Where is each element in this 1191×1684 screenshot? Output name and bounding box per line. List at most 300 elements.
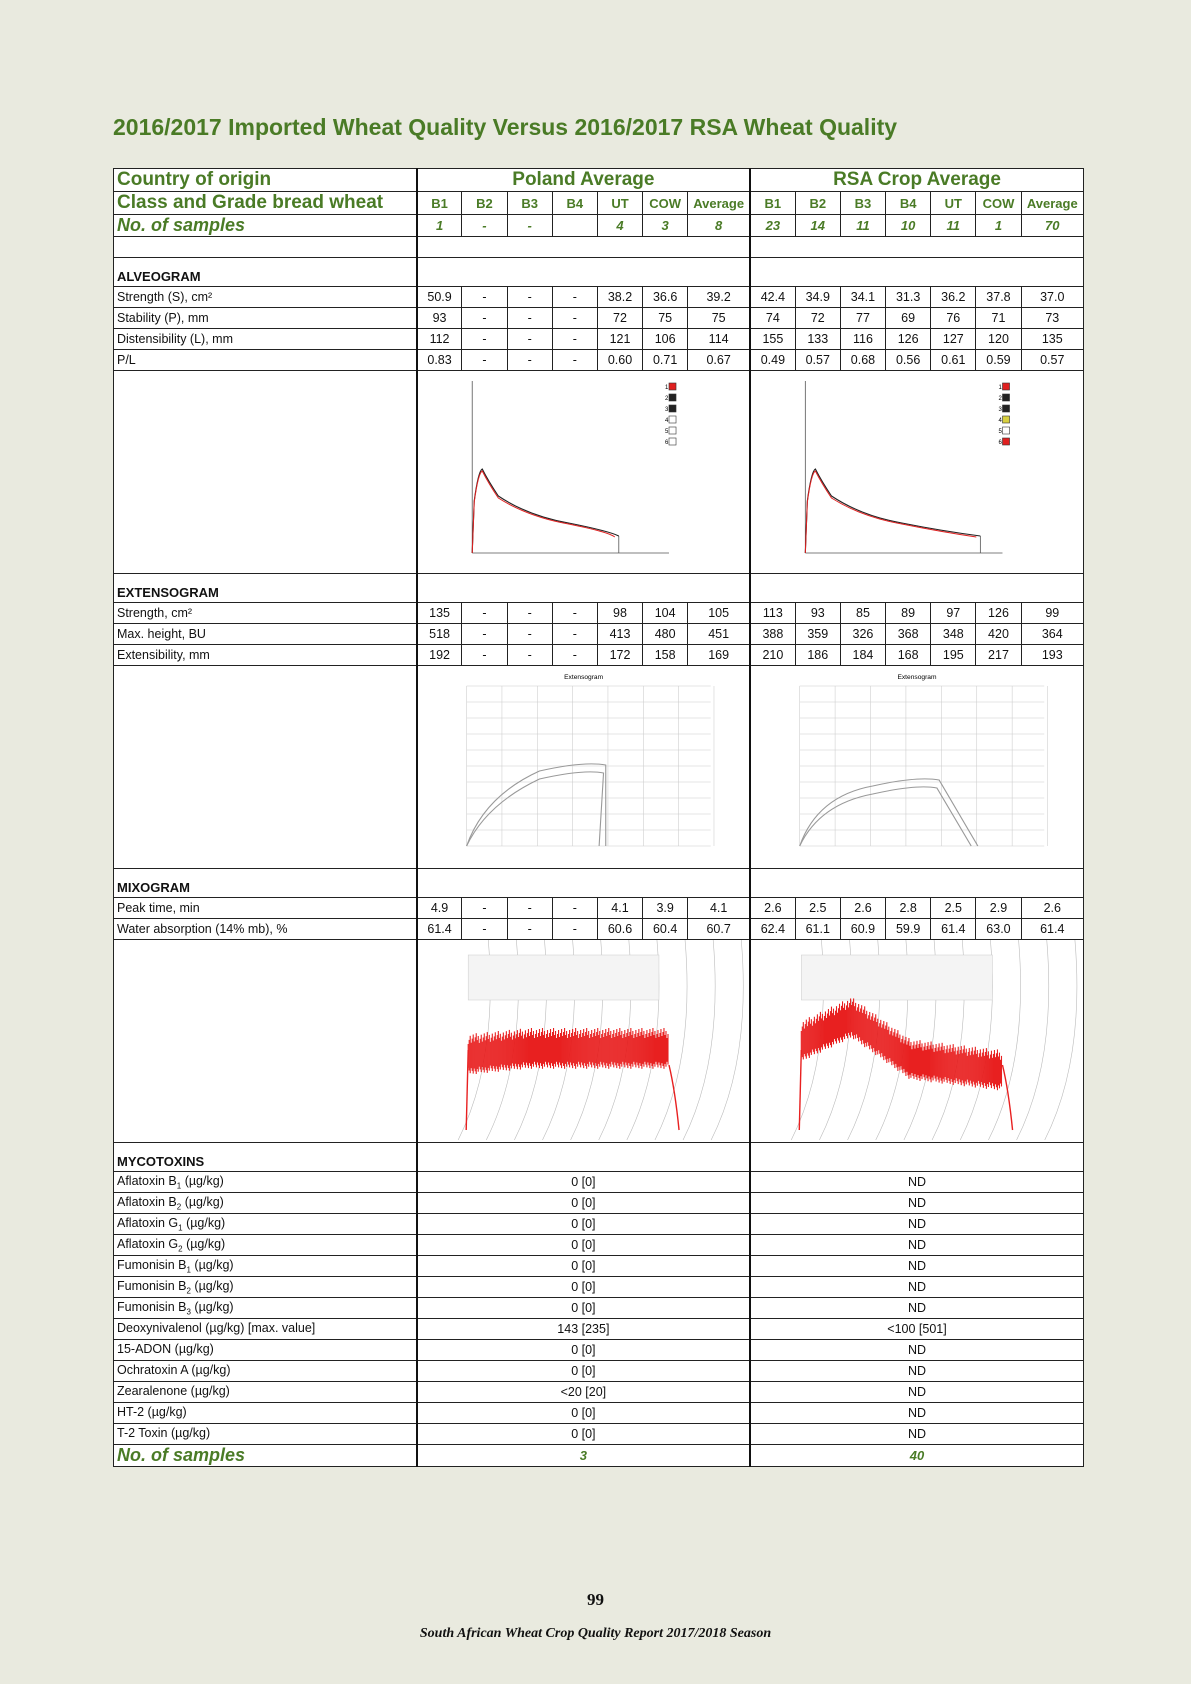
value-cell: 69 (886, 308, 931, 329)
value-cell: 451 (688, 624, 750, 645)
value-cell: 36.2 (931, 287, 976, 308)
value-cell: 105 (688, 603, 750, 624)
value-cell: 0.67 (688, 350, 750, 371)
value-cell: - (507, 308, 552, 329)
value-cell: 36.6 (643, 287, 688, 308)
poland-toxin-value: <20 [20] (417, 1382, 750, 1403)
sample-count: 4 (597, 215, 642, 237)
row-label: Max. height, BU (114, 624, 417, 645)
value-cell: - (462, 287, 507, 308)
table-row (114, 645, 1084, 666)
table-row (114, 1403, 1084, 1424)
column-header: B1 (750, 192, 795, 215)
toxin-label (114, 1298, 417, 1319)
poland-toxin-value: 0 [0] (417, 1340, 750, 1361)
toxin-label (114, 1319, 417, 1340)
value-cell: 62.4 (750, 919, 795, 940)
value-cell: 31.3 (886, 287, 931, 308)
value-cell: 184 (840, 645, 885, 666)
table-row (114, 308, 1084, 329)
value-cell: 75 (688, 308, 750, 329)
table-row (114, 624, 1084, 645)
value-cell: 61.1 (795, 919, 840, 940)
mixogram-chart (751, 940, 1083, 1142)
table-row (114, 169, 1084, 192)
value-cell: - (462, 645, 507, 666)
value-cell: 113 (750, 603, 795, 624)
table-row (114, 1193, 1084, 1214)
table-row (114, 574, 1084, 603)
rsa-toxin-value: ND (750, 1214, 1083, 1235)
value-cell: 158 (643, 645, 688, 666)
value-cell: 0.61 (931, 350, 976, 371)
row-label: P/L (114, 350, 417, 371)
rsa-toxin-value: ND (750, 1340, 1083, 1361)
table-row (114, 192, 1084, 215)
value-cell: 368 (886, 624, 931, 645)
value-cell: 0.56 (886, 350, 931, 371)
poland-toxin-value: 0 [0] (417, 1298, 750, 1319)
toxin-label (114, 1172, 417, 1193)
svg-text:6: 6 (998, 440, 1002, 446)
value-cell: 193 (1021, 645, 1083, 666)
value-cell: 186 (795, 645, 840, 666)
poland-toxin-value: 0 [0] (417, 1193, 750, 1214)
sample-count: 1 (976, 215, 1021, 237)
rsa-sample-count: 40 (750, 1445, 1083, 1467)
value-cell: 112 (417, 329, 462, 350)
value-cell: - (507, 645, 552, 666)
value-cell: 195 (931, 645, 976, 666)
toxin-unit: (µg/kg) (190, 1299, 234, 1314)
page-title: 2016/2017 Imported Wheat Quality Versus 2016/2017 RSA Wheat Quality (113, 114, 898, 140)
mixogram-title: MIXOGRAM (114, 869, 417, 898)
value-cell: 60.9 (840, 919, 885, 940)
svg-text:3: 3 (998, 407, 1002, 413)
table-row (114, 350, 1084, 371)
toxin-label (114, 1424, 417, 1445)
value-cell: - (507, 898, 552, 919)
column-header: B3 (840, 192, 885, 215)
value-cell: 0.71 (643, 350, 688, 371)
table-row (114, 1214, 1084, 1235)
value-cell: 0.60 (597, 350, 642, 371)
toxin-subscript: 3 (186, 1307, 191, 1317)
toxin-subscript: 2 (176, 1202, 182, 1212)
value-cell: 34.9 (795, 287, 840, 308)
column-header: B4 (886, 192, 931, 215)
sample-count: 1 (417, 215, 462, 237)
value-cell: 4.1 (688, 898, 750, 919)
svg-text:4: 4 (998, 418, 1002, 424)
rsa-toxin-value: ND (750, 1361, 1083, 1382)
value-cell: 127 (931, 329, 976, 350)
svg-text:1: 1 (998, 385, 1002, 391)
value-cell: 0.83 (417, 350, 462, 371)
value-cell: 217 (976, 645, 1021, 666)
value-cell: 4.1 (597, 898, 642, 919)
rsa-toxin-value: ND (750, 1277, 1083, 1298)
value-cell: - (552, 919, 597, 940)
rsa-toxin-value: ND (750, 1172, 1083, 1193)
rsa-mixogram (750, 940, 1083, 1143)
value-cell: 121 (597, 329, 642, 350)
value-cell: 77 (840, 308, 885, 329)
rsa-toxin-value: ND (750, 1235, 1083, 1256)
table-row (114, 1277, 1084, 1298)
table-row (114, 1172, 1084, 1193)
rsa-toxin-value: ND (750, 1424, 1083, 1445)
value-cell: 61.4 (931, 919, 976, 940)
row-label: Distensibility (L), mm (114, 329, 417, 350)
svg-text:6: 6 (664, 440, 669, 446)
toxin-label (114, 1403, 417, 1424)
column-header: UT (931, 192, 976, 215)
svg-text:Extensogram: Extensogram (897, 674, 937, 681)
value-cell: 85 (840, 603, 885, 624)
value-cell: 60.6 (597, 919, 642, 940)
toxin-label (114, 1382, 417, 1403)
value-cell: 210 (750, 645, 795, 666)
value-cell: 106 (643, 329, 688, 350)
value-cell: 93 (795, 603, 840, 624)
table-row (114, 603, 1084, 624)
row-label: Extensibility, mm (114, 645, 417, 666)
value-cell: 71 (976, 308, 1021, 329)
sample-count: 3 (643, 215, 688, 237)
value-cell: 99 (1021, 603, 1083, 624)
sample-count: - (462, 215, 507, 237)
value-cell: 74 (750, 308, 795, 329)
toxin-unit: (µg/kg) (181, 1173, 224, 1188)
toxin-label (114, 1340, 417, 1361)
column-header: B4 (552, 192, 597, 215)
sample-count: 11 (931, 215, 976, 237)
rsa-toxin-value: ND (750, 1193, 1083, 1214)
value-cell: 326 (840, 624, 885, 645)
value-cell: 518 (417, 624, 462, 645)
table-row (114, 329, 1084, 350)
value-cell: 348 (931, 624, 976, 645)
value-cell: - (507, 287, 552, 308)
table-row (114, 1256, 1084, 1277)
value-cell: - (552, 329, 597, 350)
value-cell: 97 (931, 603, 976, 624)
value-cell: 2.6 (750, 898, 795, 919)
value-cell: 2.6 (840, 898, 885, 919)
poland-extensogram (417, 666, 750, 869)
row-label: Strength (S), cm² (114, 287, 417, 308)
toxin-name: Zearalenone (µg/kg) (117, 1383, 230, 1398)
column-header: COW (976, 192, 1021, 215)
toxin-name: T-2 Toxin (µg/kg) (117, 1425, 211, 1440)
sample-count: 10 (886, 215, 931, 237)
toxin-subscript: 1 (178, 1223, 183, 1233)
table-row (114, 1445, 1084, 1467)
rsa-alveogram (750, 371, 1083, 574)
table-row (114, 1235, 1084, 1256)
value-cell: - (552, 624, 597, 645)
poland-header: Poland Average (417, 169, 750, 192)
value-cell: 38.2 (597, 287, 642, 308)
toxin-name: Fumonisin B (117, 1278, 187, 1293)
table-row (114, 1382, 1084, 1403)
table-row (114, 1424, 1084, 1445)
svg-text:2: 2 (998, 396, 1002, 402)
column-header: UT (597, 192, 642, 215)
value-cell: - (552, 308, 597, 329)
svg-text:5: 5 (998, 429, 1002, 435)
alveogram-title: ALVEOGRAM (114, 258, 417, 287)
value-cell: 59.9 (886, 919, 931, 940)
value-cell: 37.0 (1021, 287, 1083, 308)
toxin-label (114, 1277, 417, 1298)
value-cell: - (552, 350, 597, 371)
toxin-name: Aflatoxin G (117, 1215, 179, 1230)
value-cell: - (552, 603, 597, 624)
value-cell: - (507, 919, 552, 940)
value-cell: 93 (417, 308, 462, 329)
toxin-name: Fumonisin B (117, 1257, 187, 1272)
report-title: South African Wheat Crop Quality Report 2017/2018 Season (419, 1626, 772, 1641)
table-row (114, 287, 1084, 308)
poland-toxin-value: 0 [0] (417, 1403, 750, 1424)
value-cell: - (462, 329, 507, 350)
value-cell: 126 (886, 329, 931, 350)
value-cell: 3.9 (643, 898, 688, 919)
toxin-unit: (µg/kg) (182, 1236, 226, 1251)
table-row (114, 1298, 1084, 1319)
value-cell: 0.57 (795, 350, 840, 371)
poland-toxin-value: 0 [0] (417, 1172, 750, 1193)
value-cell: - (507, 603, 552, 624)
value-cell: 2.9 (976, 898, 1021, 919)
value-cell: 192 (417, 645, 462, 666)
value-cell: 135 (1021, 329, 1083, 350)
svg-text:1: 1 (664, 385, 669, 391)
svg-text:2: 2 (664, 396, 669, 402)
value-cell: 114 (688, 329, 750, 350)
alveogram-chart (418, 371, 749, 573)
value-cell: - (507, 350, 552, 371)
value-cell: 126 (976, 603, 1021, 624)
value-cell: 63.0 (976, 919, 1021, 940)
value-cell: 388 (750, 624, 795, 645)
country-label: Country of origin (114, 169, 417, 192)
value-cell: - (462, 308, 507, 329)
rsa-toxin-value: <100 [501] (750, 1319, 1083, 1340)
sample-count: 11 (840, 215, 885, 237)
value-cell: 61.4 (417, 919, 462, 940)
toxin-label (114, 1193, 417, 1214)
svg-text:4: 4 (664, 418, 669, 424)
value-cell: 76 (931, 308, 976, 329)
value-cell: 133 (795, 329, 840, 350)
toxin-label (114, 1214, 417, 1235)
value-cell: - (462, 624, 507, 645)
value-cell: 420 (976, 624, 1021, 645)
poland-toxin-value: 143 [235] (417, 1319, 750, 1340)
value-cell: 2.5 (931, 898, 976, 919)
toxin-name: Aflatoxin B (117, 1194, 177, 1209)
poland-toxin-value: 0 [0] (417, 1235, 750, 1256)
svg-text:Extensogram: Extensogram (563, 674, 603, 681)
value-cell: 2.6 (1021, 898, 1083, 919)
table-row (114, 215, 1084, 237)
value-cell: 359 (795, 624, 840, 645)
toxin-unit: (µg/kg) (182, 1215, 226, 1230)
table-row (114, 869, 1084, 898)
value-cell: 4.9 (417, 898, 462, 919)
poland-toxin-value: 0 [0] (417, 1424, 750, 1445)
value-cell: - (552, 898, 597, 919)
table-row (114, 1143, 1084, 1172)
column-header: COW (643, 192, 688, 215)
poland-toxin-value: 0 [0] (417, 1361, 750, 1382)
table-row (114, 1340, 1084, 1361)
toxin-label (114, 1361, 417, 1382)
sample-count: 70 (1021, 215, 1083, 237)
toxin-subscript: 2 (178, 1244, 183, 1254)
poland-mixogram (417, 940, 750, 1143)
value-cell: 75 (643, 308, 688, 329)
row-label: Strength, cm² (114, 603, 417, 624)
alveogram-chart (751, 371, 1083, 573)
value-cell: 73 (1021, 308, 1083, 329)
row-label: Water absorption (14% mb), % (114, 919, 417, 940)
sample-count: 14 (795, 215, 840, 237)
table-row (114, 940, 1084, 1143)
table-row (114, 1319, 1084, 1340)
value-cell: 0.57 (1021, 350, 1083, 371)
sample-count: - (507, 215, 552, 237)
poland-alveogram (417, 371, 750, 574)
poland-sample-count: 3 (417, 1445, 750, 1467)
row-label: Stability (P), mm (114, 308, 417, 329)
value-cell: 0.49 (750, 350, 795, 371)
column-header: B2 (462, 192, 507, 215)
rsa-extensogram (750, 666, 1083, 869)
table-row (114, 919, 1084, 940)
value-cell: 72 (597, 308, 642, 329)
value-cell: 60.4 (643, 919, 688, 940)
sample-count: 8 (688, 215, 750, 237)
value-cell: 89 (886, 603, 931, 624)
toxin-label (114, 1235, 417, 1256)
table-row (114, 666, 1084, 869)
toxin-label (114, 1256, 417, 1277)
mycotoxins-title: MYCOTOXINS (114, 1143, 417, 1172)
extensogram-chart (751, 666, 1083, 868)
table-row (114, 898, 1084, 919)
toxin-subscript: 1 (186, 1265, 191, 1275)
value-cell: 0.68 (840, 350, 885, 371)
toxin-name: 15-ADON (µg/kg) (117, 1341, 214, 1356)
sample-count: 23 (750, 215, 795, 237)
column-header: Average (1021, 192, 1083, 215)
value-cell: 413 (597, 624, 642, 645)
toxin-unit: (µg/kg) (181, 1194, 224, 1209)
quality-table (113, 168, 1084, 1467)
value-cell: 116 (840, 329, 885, 350)
value-cell: 34.1 (840, 287, 885, 308)
value-cell: 2.5 (795, 898, 840, 919)
toxin-subscript: 1 (176, 1181, 182, 1191)
samples-label: No. of samples (114, 1445, 417, 1467)
value-cell: - (552, 645, 597, 666)
table-row (114, 237, 1084, 258)
value-cell: 39.2 (688, 287, 750, 308)
rsa-toxin-value: ND (750, 1256, 1083, 1277)
value-cell: 120 (976, 329, 1021, 350)
value-cell: - (552, 287, 597, 308)
column-header: B1 (417, 192, 462, 215)
sample-count (552, 215, 597, 237)
value-cell: 98 (597, 603, 642, 624)
rsa-toxin-value: ND (750, 1403, 1083, 1424)
value-cell: 135 (417, 603, 462, 624)
row-label: Peak time, min (114, 898, 417, 919)
poland-toxin-value: 0 [0] (417, 1277, 750, 1298)
value-cell: 104 (643, 603, 688, 624)
mixogram-chart (418, 940, 749, 1142)
toxin-unit: (µg/kg) (190, 1278, 234, 1293)
value-cell: 50.9 (417, 287, 462, 308)
table-row (114, 371, 1084, 574)
value-cell: - (462, 350, 507, 371)
poland-toxin-value: 0 [0] (417, 1214, 750, 1235)
page-number: 99 (587, 1590, 604, 1609)
poland-toxin-value: 0 [0] (417, 1256, 750, 1277)
column-header: Average (688, 192, 750, 215)
table-row (114, 258, 1084, 287)
value-cell: 480 (643, 624, 688, 645)
value-cell: 37.8 (976, 287, 1021, 308)
toxin-name: Deoxynivalenol (µg/kg) [max. value] (117, 1320, 316, 1335)
toxin-name: Aflatoxin B (117, 1173, 177, 1188)
value-cell: 172 (597, 645, 642, 666)
toxin-unit: (µg/kg) (190, 1257, 234, 1272)
value-cell: 155 (750, 329, 795, 350)
rsa-toxin-value: ND (750, 1382, 1083, 1403)
value-cell: - (462, 603, 507, 624)
value-cell: - (507, 329, 552, 350)
value-cell: 169 (688, 645, 750, 666)
svg-text:5: 5 (664, 429, 669, 435)
value-cell: 168 (886, 645, 931, 666)
column-header: B3 (507, 192, 552, 215)
toxin-name: HT-2 (µg/kg) (117, 1404, 187, 1419)
value-cell: 60.7 (688, 919, 750, 940)
value-cell: 364 (1021, 624, 1083, 645)
value-cell: - (462, 898, 507, 919)
rsa-toxin-value: ND (750, 1298, 1083, 1319)
toxin-name: Ochratoxin A (µg/kg) (117, 1362, 231, 1377)
toxin-name: Aflatoxin G (117, 1236, 179, 1251)
samples-label: No. of samples (114, 215, 417, 237)
value-cell: - (462, 919, 507, 940)
toxin-subscript: 2 (186, 1286, 191, 1296)
value-cell: 2.8 (886, 898, 931, 919)
value-cell: - (507, 624, 552, 645)
value-cell: 42.4 (750, 287, 795, 308)
extensogram-chart (418, 666, 749, 868)
extensogram-title: EXTENSOGRAM (114, 574, 417, 603)
table-row (114, 1361, 1084, 1382)
rsa-header: RSA Crop Average (750, 169, 1083, 192)
toxin-name: Fumonisin B (117, 1299, 187, 1314)
value-cell: 72 (795, 308, 840, 329)
